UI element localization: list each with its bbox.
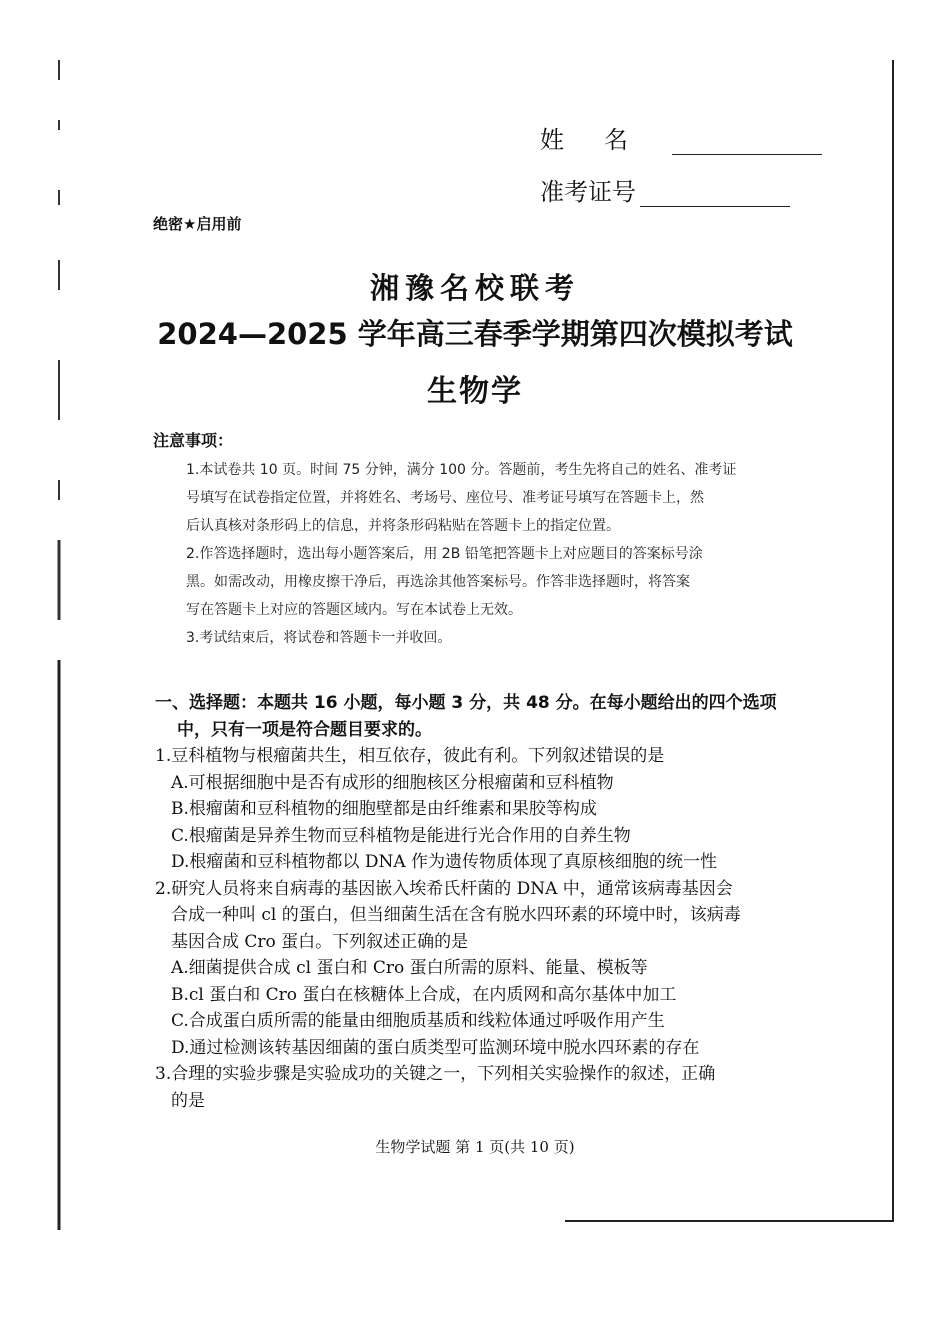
binding-edge-marks — [56, 60, 62, 1230]
question-stem-cont: 合成一种叫 cl 的蛋白，但当细菌生活在含有脱水四环素的环境中时，该病毒 — [171, 905, 741, 925]
option-d: D.通过检测该转基因细菌的蛋白质类型可监测环境中脱水四环素的存在 — [171, 1037, 700, 1058]
name-blank-line — [672, 130, 822, 155]
option-d: D.根瘤菌和豆科植物都以 DNA 作为遗传物质体现了真原核细胞的统一性 — [171, 852, 718, 872]
option-c: C.根瘤菌是异养生物而豆科植物是能进行光合作用的自养生物 — [171, 825, 631, 846]
notice-line: 写在答题卡上对应的答题区域内。写在本试卷上无效。 — [186, 602, 522, 618]
exam-term-title: 2024—2025 学年高三春季学期第四次模拟考试 — [157, 317, 793, 351]
section-heading-line: 一、选择题：本题共 16 小题，每小题 3 分，共 48 分。在每小题给出的四个选项 — [155, 693, 777, 713]
question-stem: 3.合理的实验步骤是实验成功的关键之一，下列相关实验操作的叙述，正确 — [155, 1064, 716, 1084]
notice-line: 1.本试卷共 10 页。时间 75 分钟，满分 100 分。答题前，考生先将自己的姓名、准考证 — [186, 462, 737, 478]
notice-body — [188, 456, 798, 652]
question-stem: 1.豆科植物与根瘤菌共生，相互依存，彼此有利。下列叙述错误的是 — [155, 746, 665, 766]
name-field — [540, 120, 822, 155]
question-stem: 2.研究人员将来自病毒的基因嵌入埃希氏杆菌的 DNA 中，通常该病毒基因会 — [155, 878, 733, 899]
questions-section — [155, 690, 805, 1114]
subject-title: 生物学 — [427, 374, 523, 409]
notice-line: 号填写在试卷指定位置，并将姓名、考场号、座位号、准考证号填写在答题卡上，然 — [186, 490, 704, 506]
bottom-border-line — [565, 1220, 893, 1222]
section-heading-line: 中，只有一项是符合题目要求的。 — [177, 719, 432, 740]
question-3 — [155, 1061, 805, 1114]
question-1 — [155, 743, 805, 876]
notice-line: 2.作答选择题时，选出每小题答案后，用 2B 铅笔把答题卡上对应题目的答案标号涂 — [186, 546, 703, 562]
question-stem-cont: 基因合成 Cro 蛋白。下列叙述正确的是 — [171, 931, 469, 952]
option-a: A.细菌提供合成 cl 蛋白和 Cro 蛋白所需的原料、能量、模板等 — [171, 958, 648, 978]
notice-line: 3.考试结束后，将试卷和答题卡一并收回。 — [186, 630, 452, 646]
exam-id-blank-line — [640, 182, 790, 207]
section-heading — [155, 690, 805, 743]
exam-union-title: 湘豫名校联考 — [369, 271, 580, 305]
option-c: C.合成蛋白质所需的能量由细胞质基质和线粒体通过呼吸作用产生 — [171, 1011, 665, 1031]
notice-line: 后认真核对条形码上的信息，并将条形码粘贴在答题卡上的指定位置。 — [186, 518, 620, 534]
question-2 — [155, 876, 805, 1062]
notice-line: 黑。如需改动，用橡皮擦干净后，再选涂其他答案标号。作答非选择题时，将答案 — [186, 574, 690, 590]
exam-id-field — [540, 172, 790, 207]
exam-id-label: 准考证号 — [540, 178, 636, 206]
option-b: B.cl 蛋白和 Cro 蛋白在核糖体上合成，在内质网和高尔基体中加工 — [171, 984, 677, 1005]
name-label: 姓名 — [540, 126, 668, 154]
notice-heading: 注意事项： — [153, 431, 234, 450]
question-stem-cont: 的是 — [171, 1090, 205, 1111]
secret-mark: 绝密★启用前 — [153, 215, 242, 233]
option-b: B.根瘤菌和豆科植物的细胞壁都是由纤维素和果胶等构成 — [171, 799, 597, 819]
right-border-line — [892, 60, 894, 1222]
option-a: A.可根据细胞中是否有成形的细胞核区分根瘤菌和豆科植物 — [171, 772, 614, 793]
page-footer: 生物学试题 第 1 页(共 10 页) — [375, 1138, 575, 1156]
